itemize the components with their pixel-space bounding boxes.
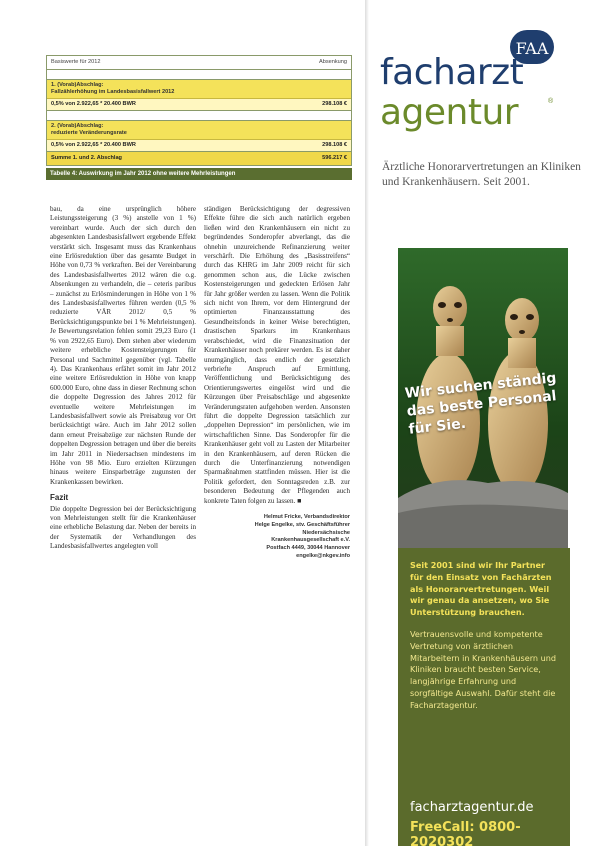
author-email: engelke@nkgev.info [296,552,350,559]
ad-body-text: Vertrauensvolle und kompetente Vertretung von ärztlichen Mitarbeitern in Krankenhäusern und Kliniken braucht besten Service, langjährige Erfahrung und sorgfältige Auswahl. Dafür steht die Facharztagentur. [410,628,556,710]
table-sum-label: Summe 1. und 2. Abschlag [51,154,122,161]
table-row-1-amount: 298.108 € [322,100,347,107]
article-body [50,205,350,561]
table-header-left: Basiswerte für 2012 [51,59,101,65]
table-row-1-label-a: 1. (Vorab)Abschlag: [51,81,104,88]
table-header [47,56,351,70]
author-line: Helmut Fricke, Verbandsdirektor [263,514,350,520]
data-table [46,55,352,180]
article-paragraph: bau, da eine ursprünglich höhere Leistungssteigerung (3 %) anstelle von 1 %) vereinbart wurde. Auch der sich durch den abgesenkten Landesbasisfallwert ergebende Effekt verstärkt sich. Insgesamt muss das Krankenhaus eine Erlösreduktion über das gesamte Budget in Höhe von 0,73 % verkraften. Bei der Vereinbarung des Landesbasisfallwertes 2012 wären die o.g. Absenkungen zu verhandeln, die – ceteris paribus – zunächst zu Erlösminderungen in Höhe von 1 % des Landesbasisfallwertes führen werden (0,5 % reduzierte VÄR 2012/ 0,5 % Berücksichtigungspunkte bei 1 % Mehrleistungen). Je Bewertungsrelation fehlen somit 29,23 Euro (1 % von 2922,65 Euro). Dem stehen aber wiederum weitere erhebliche Kostensteigerungen für Personal und Sachmittel gegenüber (vgl. Tabelle 4). Das Krankenhaus erfährt somit im Jahr 2012 eine weitere Erlösreduktion in Höhe von knapp 600.000 Euro, ohne dass in dieser Rechnung schon die doppelte Degression des Jahres 2012 für eventuelle weitere Mehrleistungen im Landesbasisfallwert sowie als Preisabzug vor Ort berücksichtigt wäre. Auch im Jahr 2012 sollen dann erneut Preisabzüge zur nächsten Runde der doppelten Degression betragen und über die bereits im Jahr 2011 in Niedersachsen mindestens im Höhe von 98 Mio. Euro erzielten Kürzungen hinaus weitere Einsparbeträge zugunsten der Krankenkassen bewirken. [50,205,196,486]
table-sum-row [47,152,351,165]
table-caption: Tabelle 4: Auswirkung im Jahr 2012 ohne weitere Mehrleistungen [46,168,352,180]
table-spacer [47,111,351,121]
author-line: Niedersächsische [302,529,350,536]
table-row-2-label-a: 2. (Vorab)Abschlag: [51,122,104,129]
article-paragraph: ständigen Berücksichtigung der degressiven Effekte führe die sich auch natürlich ergeben ließen wird den Krankenhäusern ein nicht zu begründendes Sonderopfer abverlangt, das die ohnehin unzureichende Refinanzierung weiter verschärft. Die Erhöhung des „Basisstreifens“ durch das KHRG im Jahr 2009 reicht für sich genommen schon aus, die Lücke zwischen Kostensteigerungen und gedeckten Erlösen Jahr für Jahr größer werden zu lassen. Wenn die Politik sich nicht von Ihrem, vor dem Hintergrund der optimierten Finanzausstattung des Gesundheitsfonds in keiner Weise berechtigten, drastischen Sparkurs im Krankenhaus verabschiedet, wird die Finanzsituation der Krankenhäuser noch prekärer werden. Es ist daher unumgänglich, dass endlich der gesetzlich verbriefte Anspruch auf Ermittlung, Veröffentlichung und Berücksichtigung des Orientierungswertes eingelöst wird und die Kürzungen über Preisabschläge und abgesenkte Veränderungsraten aufgehoben werden. Ansonsten führt die doppelte Degression tatsächlich zur „doppelten Depression“ im persönlichen, wie im wirtschaftlichen Sinne. Das Sonderopfer für die Krankenhäuser geht voll zu Lasten der Mitarbeiter in den Krankenhäusern, auf deren Rücken die durch die Unterfinanzierung notwendigen Sparmaßnahmen stattfinden müssen. Hier ist die Politik gefordert, den Sonntagsreden z.B. zur besonderen Bedeutung der Pflegenden auch konkrete Taten folgen zu lassen. ■ [204,205,350,505]
table-row-2-label [47,121,351,140]
table-row-2-formula: 0,5% von 2.922,65 * 20.400 BWR [51,141,136,148]
article-paragraph: Die doppelte Degression bei der Berücksichtigung von Mehrleistungen stellt für die Krankenhäuser eine erhebliche Belastung dar. Neben der bereits in der Systematik der Verhandlungen des Landesbasisfallwertes angelegten voll [50,504,196,551]
page-fold [365,0,369,846]
table-sum-value: 596.217 € [322,154,347,161]
registered-mark: ® [548,98,554,105]
article-column-1 [50,205,196,561]
author-signature [204,514,350,561]
author-line: Helge Engelke, stv. Geschäftsführer [254,521,350,528]
advertisement [370,0,590,846]
table-row-1-formula: 0,5% von 2.922,65 * 20.400 BWR [51,100,136,107]
photo-headline: Wir suchen ständig das beste Personal für Sie. [404,370,558,438]
table-row-1-label-b: Fallzählerhöhung im Landesbasisfallwert 2012 [51,88,175,95]
logo-word-agentur: agentur [380,92,519,133]
section-heading: Fazit [50,493,69,503]
table-row-1-label [47,80,351,99]
article-column-2 [204,205,350,561]
table-row-2-value [47,140,351,152]
author-line: Krankenhausgesellschaft e.V. [271,537,350,544]
ad-tagline: Ärztliche Honorarvertretungen an Kliniken und Krankenhäusern. Seit 2001. [382,161,581,188]
table-spacer [47,70,351,80]
table-row-2-label-b: reduzierte Veränderungsrate [51,129,127,136]
table-body [46,55,352,166]
ad-info-box [398,548,570,846]
ad-freecall-number[interactable]: FreeCall: 0800-2020302 [410,820,521,846]
ad-website-link[interactable]: facharztagentur.de [410,800,534,815]
table-header-right: Absenkung [319,59,347,65]
logo-word-facharzt: facharzt [380,52,524,93]
ad-lead-text: Seit 2001 sind wir Ihr Partner für den Einsatz von Fachärzten als Honorarvertretungen. Weil wir genau da ansetzen, wo Sie Unterstützung brauchen. [410,560,552,618]
author-line: Postfach 4449, 30044 Hannover [266,545,350,552]
table-row-2-amount: 298.108 € [322,141,347,148]
table-row-1-value [47,99,351,111]
faa-badge-text: FAA [515,39,549,58]
